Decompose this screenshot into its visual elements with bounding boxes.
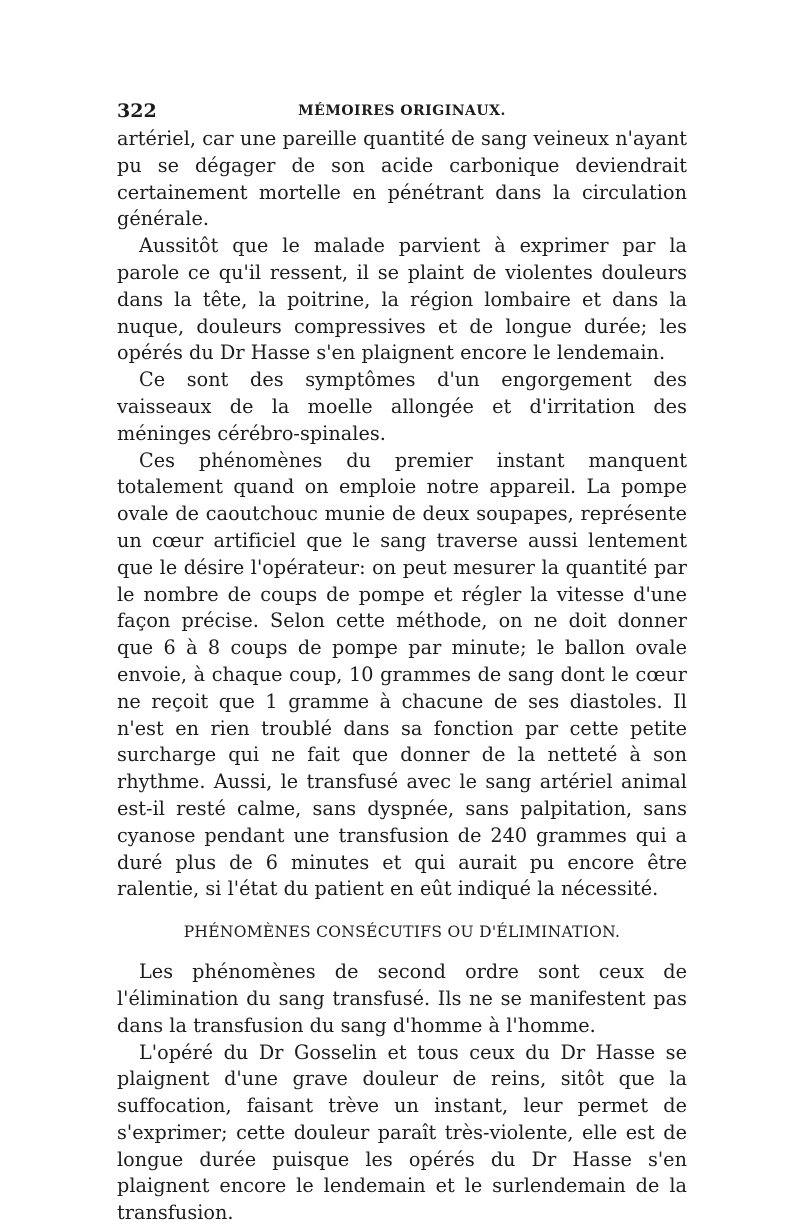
page-header (117, 96, 687, 126)
section-heading: PHÉNOMÈNES CONSÉCUTIFS OU D'ÉLIMINATION. (117, 921, 687, 943)
body-paragraph-2: Aussitôt que le malade parvient à exprimer par la parole ce qu'il ressent, il se plaint de violentes douleurs dans la tête, la poitrine, la région lombaire et dans la nuque, douleurs compressives et de longue durée; les opérés du Dr Hasse s'en plaignent encore le lendemain. (117, 233, 687, 367)
running-title: MÉMOIRES ORIGINAUX. (117, 96, 687, 126)
body-paragraph-3: Ce sont des symptômes d'un engorgement des vaisseaux de la moelle allongée et d'irritation des méninges cérébro-spinales. (117, 367, 687, 447)
body-paragraph-4: Ces phénomènes du premier instant manquent totalement quand on emploie notre appareil. La pompe ovale de caoutchouc munie de deux soupapes, représente un cœur artificiel que le sang traverse aussi lentement que le désire l'opérateur: on peut mesurer la quantité par le nombre de coups de pompe et régler la vitesse d'une façon précise. Selon cette méthode, on ne doit donner que 6 à 8 coups de pompe par minute; le ballon ovale envoie, à chaque coup, 10 grammes de sang dont le cœur ne reçoit que 1 gramme à chacune de ses diastoles. Il n'est en rien troublé dans sa fonction par cette petite surcharge qui ne fait que donner de la netteté à son rhythme. Aussi, le transfusé avec le sang artériel animal est-il resté calme, sans dyspnée, sans palpitation, sans cyanose pendant une transfusion de 240 grammes qui a duré plus de 6 minutes et qui aurait pu encore être ralentie, si l'état du patient en eût indiqué la nécessité. (117, 448, 687, 904)
body-paragraph-1: artériel, car une pareille quantité de sang veineux n'ayant pu se dégager de son acide carbonique deviendrait certainement mortelle en pénétrant dans la circulation générale. (117, 126, 687, 233)
document-page (117, 96, 687, 1227)
section-paragraph-1: Les phénomènes de second ordre sont ceux de l'élimination du sang transfusé. Ils ne se manifestent pas dans la transfusion du sang d'homme à l'homme. (117, 959, 687, 1039)
page-number: 322 (117, 96, 157, 126)
section-paragraph-2: L'opéré du Dr Gosselin et tous ceux du Dr Hasse se plaignent d'une grave douleur de reins, sitôt que la suffocation, faisant trève un instant, leur permet de s'exprimer; cette douleur paraît très-violente, elle est de longue durée puisque les opérés du Dr Hasse s'en plaignent encore le lendemain et le surlendemain de la transfusion. (117, 1040, 687, 1227)
